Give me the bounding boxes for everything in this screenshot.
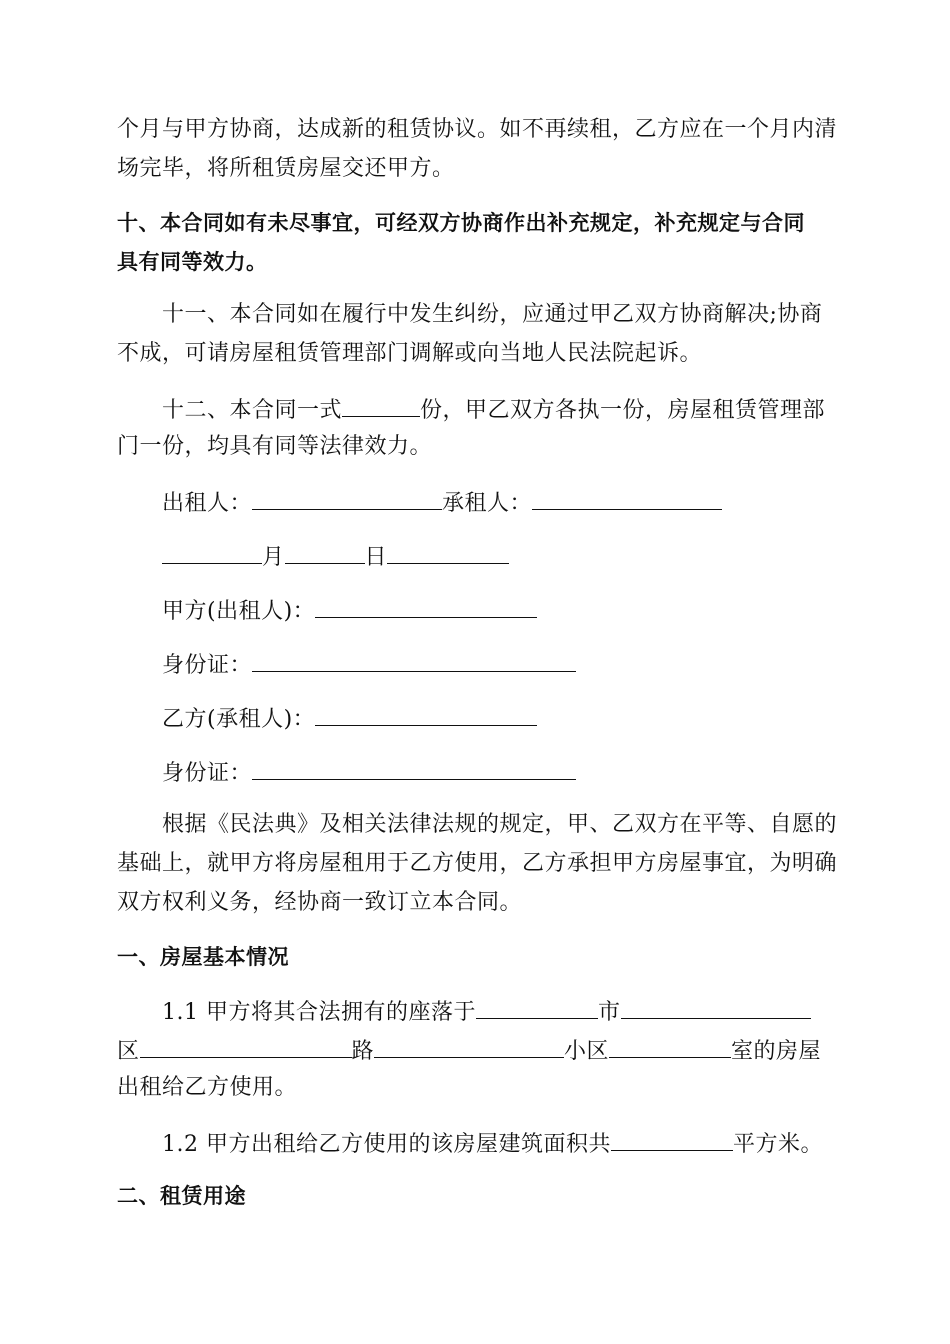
id-card-a-blank[interactable] — [252, 649, 576, 672]
signature-line — [162, 487, 722, 518]
year-blank[interactable] — [162, 541, 262, 564]
intro-line-1: 根据《民法典》及相关法律法规的规定，甲、乙双方在平等、自愿的 — [162, 812, 838, 837]
party-b-label: 乙方(承租人)： — [162, 707, 316, 732]
intro-line-3: 双方权利义务，经协商一致订立本合同。 — [117, 890, 523, 915]
day-blank[interactable] — [387, 541, 509, 564]
clause-12-line-2: 门一份，均具有同等法律效力。 — [117, 434, 433, 459]
party-b-line — [162, 703, 537, 734]
clause-1-1-line-1 — [162, 996, 811, 1027]
lessor-signature-blank[interactable] — [252, 487, 442, 510]
party-a-line — [162, 595, 537, 626]
clause-1-1-text-a: 1.1 甲方将其合法拥有的座落于 — [162, 1000, 476, 1025]
lessee-label: 承租人： — [442, 491, 533, 516]
room-number-blank[interactable] — [609, 1035, 731, 1058]
id-card-b-label: 身份证： — [162, 761, 253, 786]
paragraph-9-continued-line-2: 场完毕，将所租赁房屋交还甲方。 — [117, 156, 455, 181]
road-name-blank[interactable] — [140, 1035, 352, 1058]
month-label: 月 — [262, 545, 285, 570]
day-label: 日 — [364, 545, 388, 570]
road-label: 路 — [351, 1039, 375, 1064]
district-label: 区 — [117, 1039, 140, 1064]
lessor-label: 出租人： — [162, 491, 253, 516]
paragraph-9-continued-line-1: 个月与甲方协商，达成新的租赁协议。如不再续租，乙方应在一个月内清 — [117, 117, 838, 142]
clause-1-1-line-3: 出租给乙方使用。 — [117, 1075, 298, 1100]
party-b-blank[interactable] — [315, 703, 537, 726]
clause-1-1-line-2 — [117, 1035, 821, 1066]
area-blank[interactable] — [611, 1128, 733, 1151]
area-unit-label: 平方米。 — [732, 1132, 823, 1157]
city-blank[interactable] — [476, 996, 598, 1019]
id-card-a-label: 身份证： — [162, 653, 253, 678]
id-card-a-line — [162, 649, 576, 680]
clause-10-line-1: 十、本合同如有未尽事宜，可经双方协商作出补充规定，补充规定与合同 — [117, 211, 805, 235]
clause-10-line-2: 具有同等效力。 — [117, 250, 268, 274]
community-label: 小区 — [564, 1039, 610, 1064]
clause-11-line-1: 十一、本合同如在履行中发生纠纷，应通过甲乙双方协商解决;协商 — [162, 302, 823, 327]
clause-1-2-text-a: 1.2 甲方出租给乙方使用的该房屋建筑面积共 — [162, 1132, 611, 1157]
date-line — [162, 541, 509, 572]
section-2-heading: 二、租赁用途 — [117, 1184, 246, 1208]
city-label: 市 — [597, 1000, 621, 1025]
room-label: 室的房屋 — [731, 1039, 822, 1064]
intro-line-2: 基础上，就甲方将房屋租用于乙方使用，乙方承担甲方房屋事宜，为明确 — [117, 851, 838, 876]
clause-12-text-b: 份，甲乙双方各执一份，房屋租赁管理部 — [420, 398, 826, 423]
party-a-label: 甲方(出租人)： — [162, 599, 316, 624]
id-card-b-line — [162, 757, 576, 788]
clause-11-line-2: 不成，可请房屋租赁管理部门调解或向当地人民法院起诉。 — [117, 341, 703, 366]
section-1-heading: 一、房屋基本情况 — [117, 945, 289, 969]
clause-12-text-a: 十二、本合同一式 — [162, 398, 343, 423]
id-card-b-blank[interactable] — [252, 757, 576, 780]
district-name-blank[interactable] — [621, 996, 811, 1019]
community-name-blank[interactable] — [374, 1035, 564, 1058]
clause-12-line-1 — [162, 394, 825, 425]
lessee-signature-blank[interactable] — [532, 487, 722, 510]
clause-1-2-line — [162, 1128, 823, 1159]
party-a-blank[interactable] — [315, 595, 537, 618]
copies-blank[interactable] — [342, 394, 420, 417]
month-blank[interactable] — [285, 541, 365, 564]
